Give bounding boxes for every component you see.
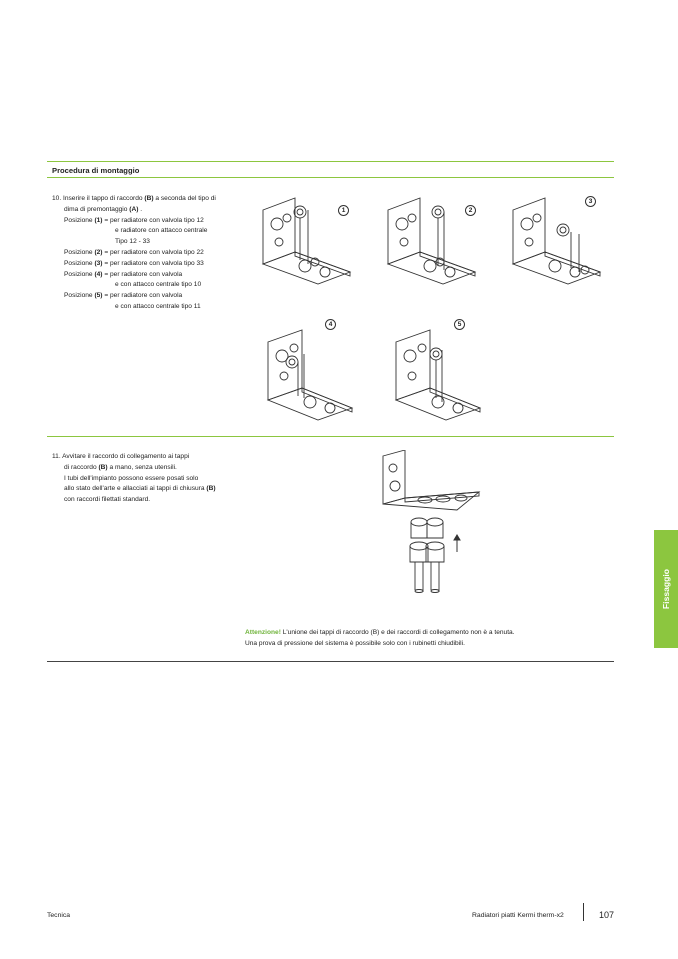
figure-number-5: 5 [454, 319, 465, 330]
warning-label: Attenzione! [245, 629, 281, 636]
title-divider [47, 177, 614, 178]
section-title: Procedura di montaggio [52, 166, 140, 175]
footer-divider [583, 903, 584, 921]
side-tab-label: Fissaggio [661, 568, 671, 610]
connection-figure [375, 450, 485, 605]
footer-title: Radiatori piatti Kermi therm-x2 [472, 912, 564, 919]
step-10-instructions: 10. Inserire il tappo di raccordo (B) a seconda del tipo di dima di premontaggio (A) . Posizione (1) = per radiatore con valvola tipo 12 e radiatore con attacco centrale Tipo 12 - 33 Posizione (2) = per radiatore con valvola tipo 22 Posizione (3) = per radiatore con valvola tipo 33 Posizione (4) = per radiatore con valvola e con attacco centrale tipo 10 Posizione (5) = per radiatore con valvola e con attacco centrale tipo 11 [52, 195, 216, 310]
bottom-divider [47, 661, 614, 662]
figure-number-2: 2 [465, 205, 476, 216]
figure-number-3: 3 [585, 196, 596, 207]
step-divider [47, 436, 614, 437]
mounting-figure-2 [380, 190, 480, 290]
figure-number-4: 4 [325, 319, 336, 330]
step-11-instructions: 11. Avvitare il raccordo di collegamento ai tappi di raccordo (B) a mano, senza utensili. I tubi dell'impianto possono essere posati solo allo stato dell'arte e allacciati ai tappi di chiusura (B) con raccordi filettati standard. [52, 453, 216, 504]
warning-notice: Attenzione! L'unione dei tappi di raccordo (B) e dei raccordi di collegamento non è a tenuta. Una prova di pressione del sistema è possibile solo con i rubinetti chiudibili. [245, 629, 515, 647]
figure-number-1: 1 [338, 205, 349, 216]
mounting-figure-4 [260, 320, 355, 425]
footer-left: Tecnica [47, 912, 71, 919]
top-divider [47, 161, 614, 162]
page-number: 107 [599, 910, 615, 920]
mounting-figure-5 [388, 320, 483, 425]
section-side-tab[interactable] [654, 530, 678, 648]
